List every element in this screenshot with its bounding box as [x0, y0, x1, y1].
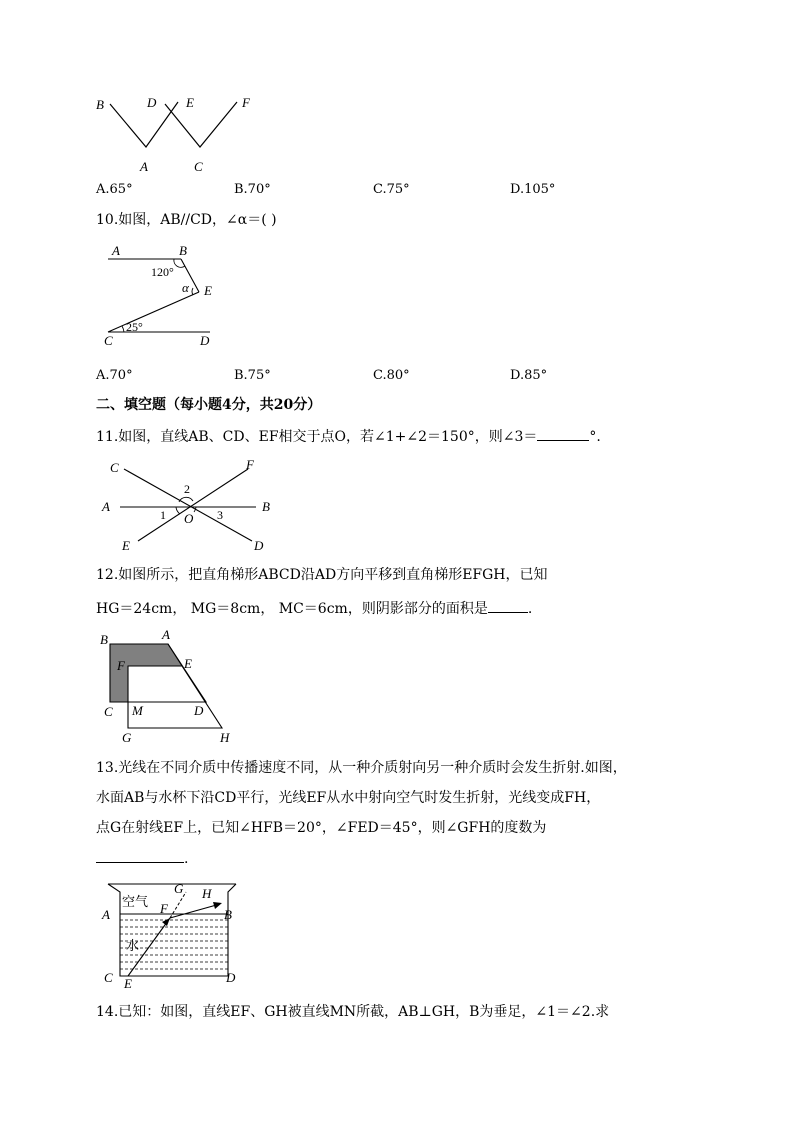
q11-label-3: 3	[217, 508, 223, 522]
q13-stem-line3: 点G在射线EF上，已知∠HFB＝20°，∠FED＝45°，则∠GFH的度数为	[96, 820, 547, 836]
q13-arrow-F	[162, 918, 170, 926]
q10-label-A: A	[112, 243, 120, 258]
q11-figure	[96, 455, 286, 557]
q11-label-B: B	[262, 499, 270, 514]
q13-label-B: B	[224, 907, 232, 922]
q13-stem-end: .	[184, 851, 189, 867]
q12-label-M: M	[132, 703, 143, 718]
q13-ray-FH	[170, 904, 220, 918]
q12-answer-blank[interactable]	[488, 598, 528, 613]
q12-label-C: C	[104, 704, 113, 719]
q11-label-1: 1	[160, 508, 166, 522]
q11-angle-arc-3	[194, 507, 196, 512]
q13-label-A: A	[102, 907, 110, 922]
q13-label-D: D	[226, 970, 236, 985]
q12-label-F: F	[117, 658, 125, 673]
q10-option-a: A.70°	[96, 368, 133, 383]
q11-label-E: E	[122, 538, 130, 553]
q13-label-G: G	[174, 881, 184, 896]
q13-label-H: H	[202, 886, 212, 901]
q11-label-F: F	[246, 457, 254, 472]
q11-label-A: A	[102, 499, 110, 514]
q10-option-d: D.85°	[510, 368, 548, 383]
q11-label-O: O	[184, 511, 194, 526]
q9-figure	[90, 92, 270, 182]
q13-stem-line1: 13.光线在不同介质中传播速度不同，从一种介质射向另一种介质时会发生折射.如图，	[96, 760, 627, 776]
q11-stem	[96, 426, 601, 447]
q12-label-E: E	[184, 656, 192, 671]
q12-label-G: G	[122, 730, 132, 745]
q13-label-air: 空气	[122, 895, 149, 910]
q12-stem-line1: 12.如图所示，把直角梯形ABCD沿AD方向平移到直角梯形EFGH，已知	[96, 567, 548, 583]
q11-label-C: C	[110, 460, 119, 475]
q10-label-120: 120°	[151, 265, 174, 279]
q13-arrow-H	[213, 902, 222, 909]
q13-figure	[96, 876, 246, 991]
q12-stem-end: .	[527, 601, 533, 617]
q10-label-25: 25°	[126, 320, 143, 334]
q9-label-B: B	[96, 97, 104, 112]
q9-polyline-left	[110, 102, 178, 147]
q12-label-D: D	[194, 703, 204, 718]
q14-stem: 14.已知：如图，直线EF、GH被直线MN所截，AB⊥GH，B为垂足，∠1＝∠2.求	[96, 1004, 610, 1020]
q10-angle-arc-E	[192, 288, 193, 295]
q10-label-E: E	[204, 283, 212, 298]
q11-label-D: D	[254, 538, 264, 553]
q9-polyline-right	[165, 102, 237, 147]
q10-label-B: B	[179, 243, 187, 258]
q10-stem: 10.如图，AB//CD，∠α＝( )	[96, 212, 277, 228]
q12-trapezoid-EFGH	[128, 666, 222, 728]
q11-angle-arc-1	[176, 507, 180, 514]
q9-option-b: B.70°	[234, 182, 271, 197]
q12-label-H: H	[220, 730, 230, 745]
q11-answer-blank[interactable]	[537, 426, 589, 441]
q13-stem-line2: 水面AB与水杯下沿CD平行，光线EF从水中射向空气时发生折射，光线变成FH，	[96, 790, 601, 806]
q12-label-A: A	[162, 627, 170, 642]
q13-label-C: C	[104, 970, 113, 985]
q9-label-F: F	[242, 95, 250, 110]
q12-shaded-region	[110, 644, 182, 702]
q9-label-E: E	[186, 95, 194, 110]
q9-label-A: A	[140, 159, 148, 174]
q11-line-CD	[124, 469, 252, 541]
q12-stem-line2	[96, 598, 532, 619]
q12-stem-text: HG＝24cm， MG＝8cm， MC＝6cm，则阴影部分的面积是	[96, 601, 488, 617]
q10-figure	[96, 242, 226, 352]
q10-angle-arc-C	[122, 326, 124, 332]
q10-option-b: B.75°	[234, 368, 271, 383]
q12-figure	[96, 626, 246, 748]
q9-label-C: C	[194, 159, 203, 174]
section2-heading: 二、填空题（每小题4分，共20分）	[96, 397, 322, 413]
q10-label-D: D	[200, 333, 210, 348]
q10-label-alpha: α	[182, 280, 189, 295]
q9-option-d: D.105°	[510, 182, 556, 197]
q9-label-D: D	[147, 95, 157, 110]
q13-answer-blank[interactable]	[96, 848, 184, 863]
q13-label-water: 水	[126, 939, 140, 954]
q11-stem-text: 11.如图，直线AB、CD、EF相交于点O，若∠1+∠2＝150°，则∠3＝	[96, 429, 538, 445]
q11-label-2: 2	[184, 482, 190, 496]
q12-label-B: B	[100, 632, 108, 647]
q9-option-c: C.75°	[373, 182, 410, 197]
q11-line-EF	[138, 469, 248, 541]
q9-option-a: A.65°	[96, 182, 133, 197]
q13-label-E: E	[124, 976, 132, 991]
q10-segment-EC	[108, 292, 199, 332]
q10-label-C: C	[104, 333, 113, 348]
q13-stem-line4	[96, 848, 188, 869]
q10-option-c: C.80°	[373, 368, 410, 383]
q11-stem-end: °.	[589, 429, 601, 445]
q13-label-F: F	[160, 901, 168, 916]
